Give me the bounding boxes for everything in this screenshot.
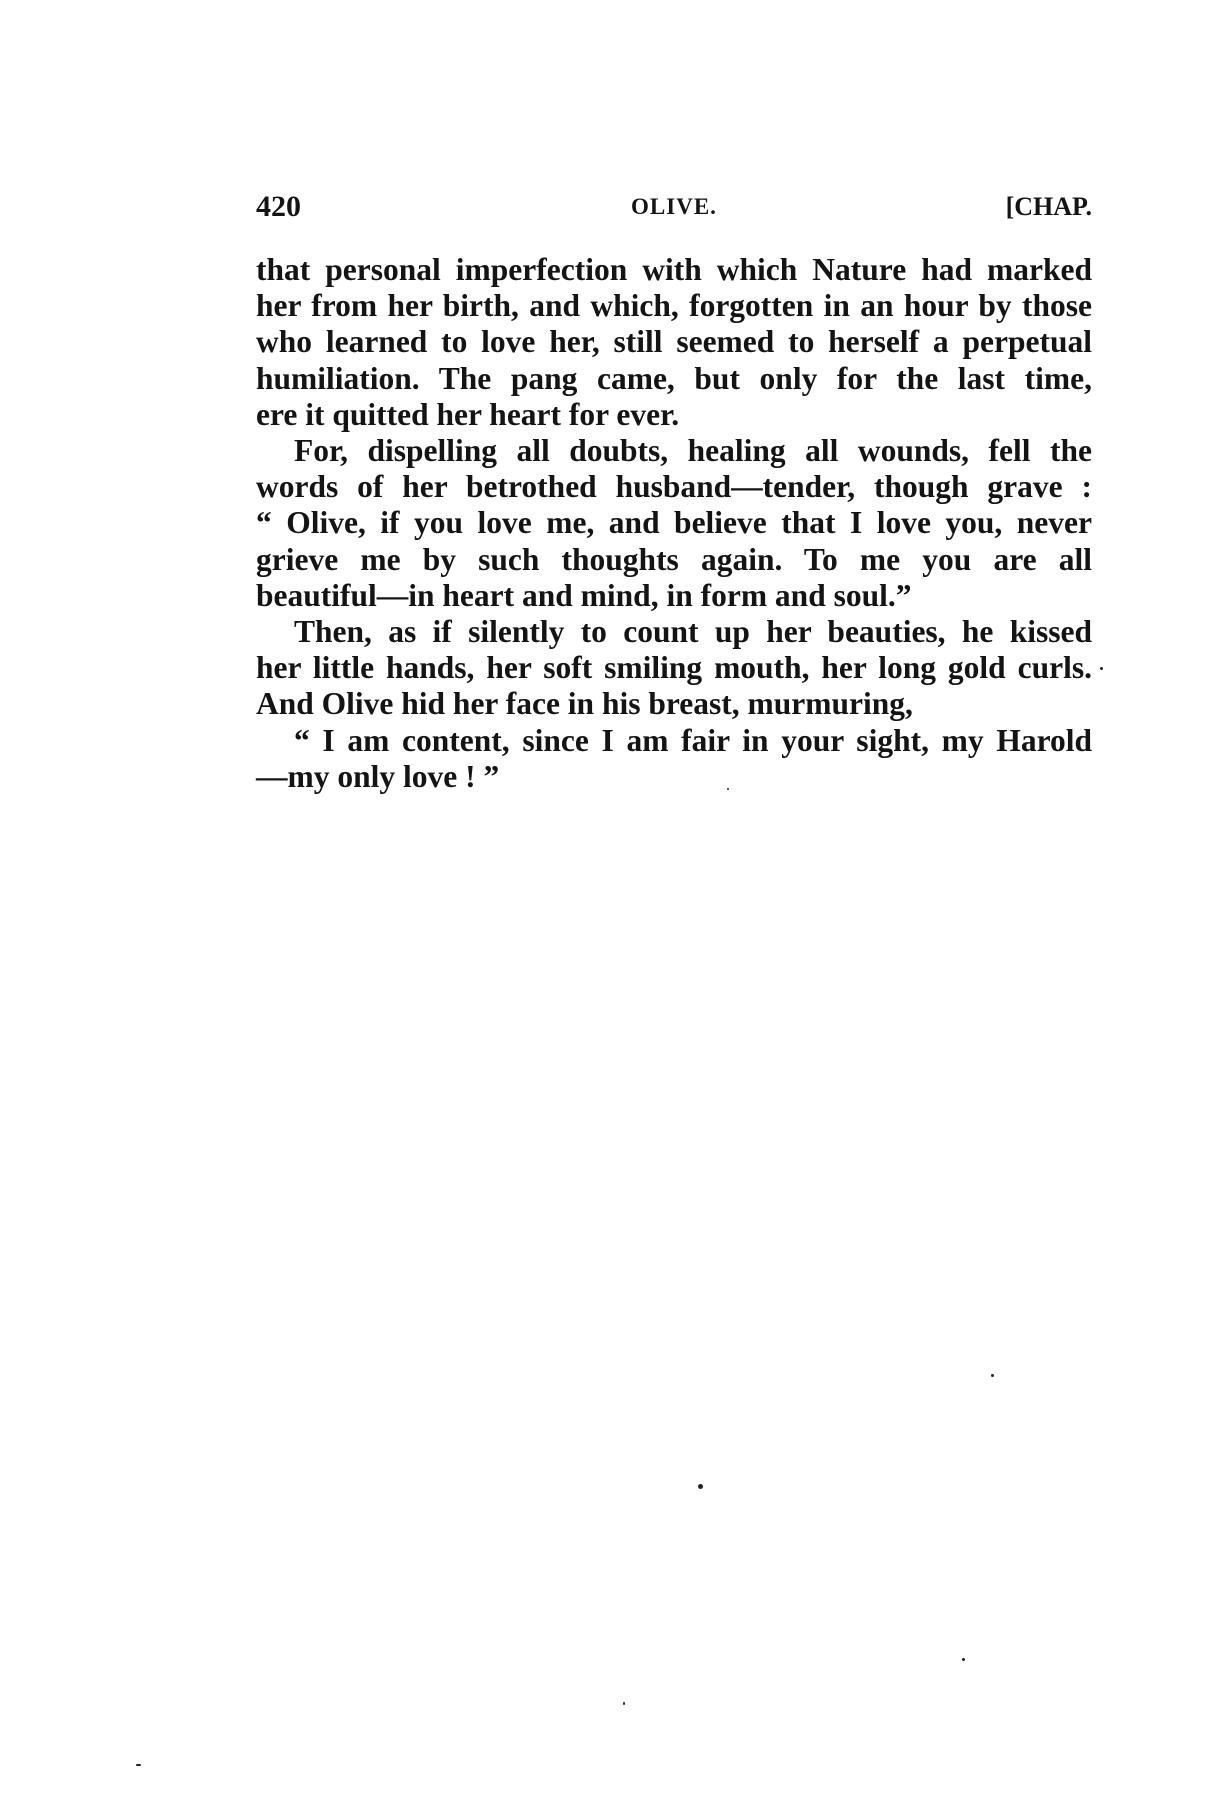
scan-speck <box>962 1658 965 1661</box>
body-text <box>256 252 1092 795</box>
text-line: “ I am content, since I am fair in your sight, my Harold <box>294 722 1092 758</box>
text-line: And Olive hid her face in his breast, murmuring, <box>256 686 913 722</box>
paragraph-3 <box>256 614 1092 723</box>
page-number: 420 <box>256 190 301 223</box>
scan-speck <box>698 1484 703 1489</box>
text-line: “ Olive, if you love me, and believe that I love you, never <box>256 505 1092 541</box>
paragraph-2 <box>256 433 1092 614</box>
paragraph-1 <box>256 252 1092 433</box>
text-line: words of her betrothed husband—tender, though grave : <box>256 469 1092 505</box>
paragraph-4 <box>256 723 1092 795</box>
scan-speck <box>1100 667 1103 670</box>
text-line: humiliation. The pang came, but only for the last time, <box>256 360 1092 396</box>
scan-speck <box>991 1374 994 1377</box>
text-line: —my only love ! ” <box>256 758 500 794</box>
text-line: that personal imperfection with which Nature had marked <box>256 252 1092 287</box>
scan-speck <box>136 1764 141 1766</box>
page-header <box>256 190 1092 230</box>
text-line: ere it quitted her heart for ever. <box>256 396 680 432</box>
chapter-label: [CHAP. <box>1005 192 1092 221</box>
scan-speck <box>727 788 729 790</box>
running-title: OLIVE. <box>631 194 717 219</box>
text-line: who learned to love her, still seemed to herself a perpetual <box>256 324 1092 360</box>
text-line: beautiful—in heart and mind, in form and soul.” <box>256 577 912 613</box>
text-line: her from her birth, and which, forgotten in an hour by those <box>256 288 1092 324</box>
text-line: her little hands, her soft smiling mouth, her long gold curls. <box>256 650 1092 686</box>
text-line: Then, as if silently to count up her beauties, he kissed <box>294 614 1092 650</box>
scan-speck <box>623 1702 625 1705</box>
text-line: grieve me by such thoughts again. To me you are all <box>256 541 1092 577</box>
text-line: For, dispelling all doubts, healing all wounds, fell the <box>294 433 1092 469</box>
